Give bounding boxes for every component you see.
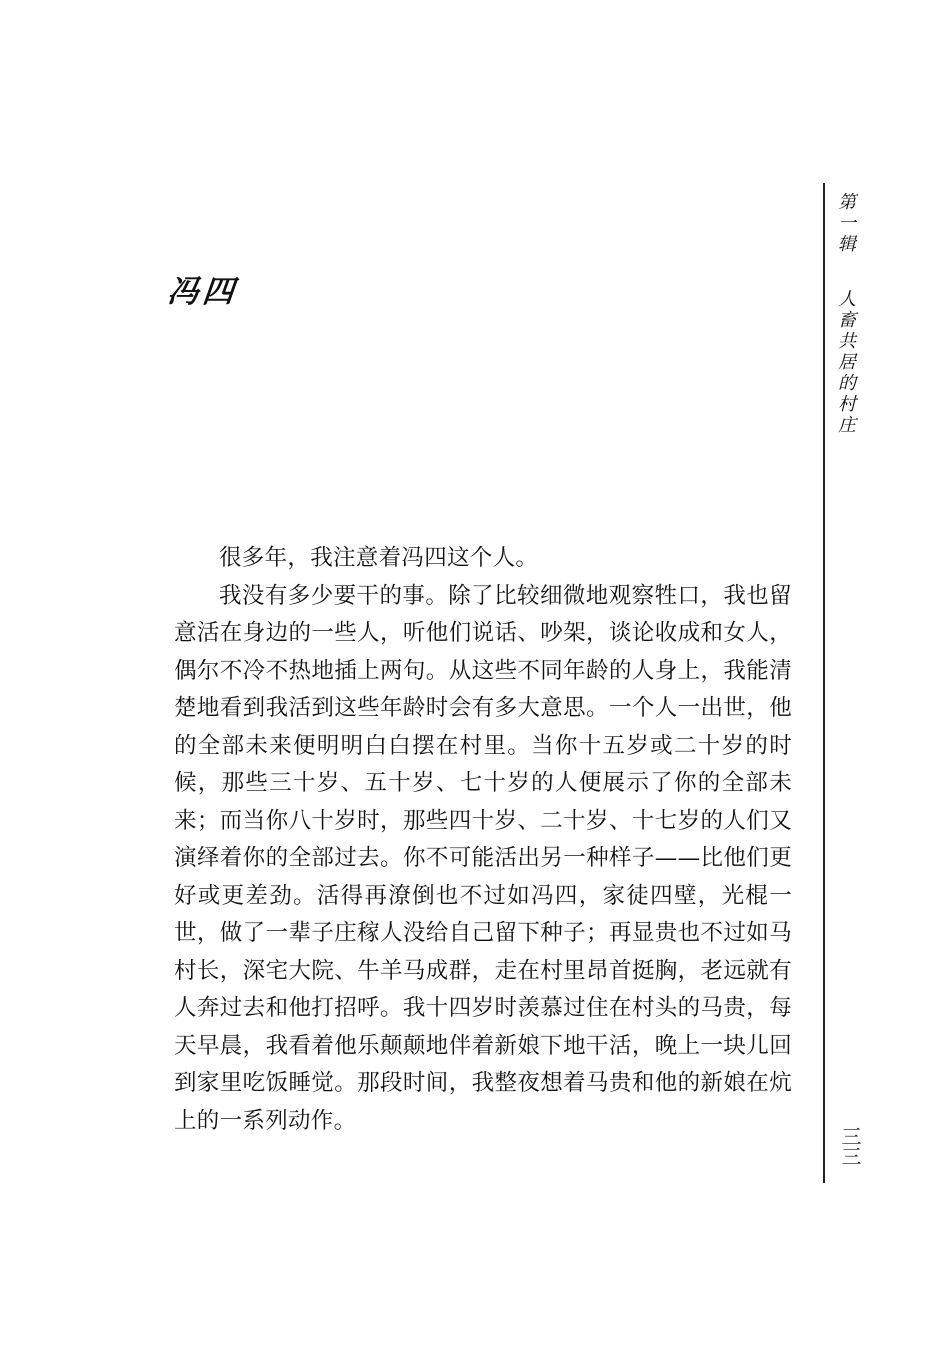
paragraph-1: 很多年，我注意着冯四这个人。 [219,545,539,571]
running-head-section: 第一辑 [835,192,856,255]
page-number: 三三 [838,1126,862,1166]
body-text [174,540,792,1140]
paragraph-2: 我没有多少要干的事。除了比较细微地观察牲口，我也留意活在身边的一些人，听他们说话、吵架，谈论收成和女人，偶尔不冷不热地插上两句。从这些不同年龄的人身上，我能清楚地看到我活到这些年龄时会有多大意思。一个人一出世，他的全部未来便明明白白摆在村里。当你十五岁或二十岁的时候，那些三十岁、五十岁、七十岁的人便展示了你的全部未来；而当你八十岁时，那些四十岁、二十岁、十七岁的人们又演绎着你的全部过去。你不可能活出另一种样子——比他们更好或更差劲。活得再潦倒也不过如冯四，家徒四壁，光棍一世，做了一辈子庄稼人没给自己留下种子；再显贵也不过如马村长，深宅大院、牛羊马成群，走在村里昂首挺胸，老远就有人奔过去和他打招呼。我十四岁时羡慕过住在村头的马贵，每天早晨，我看着他乐颠颠地伴着新娘下地干活，晚上一块儿回到家里吃饭睡觉。那段时间，我整夜想着马贵和他的新娘在炕上的一系列动作。 [174,582,792,1134]
running-head-book-title: 人畜共居的村庄 [835,289,856,436]
chapter-title: 冯四 [165,274,240,310]
running-head [834,192,856,436]
margin-rule [823,183,825,1183]
